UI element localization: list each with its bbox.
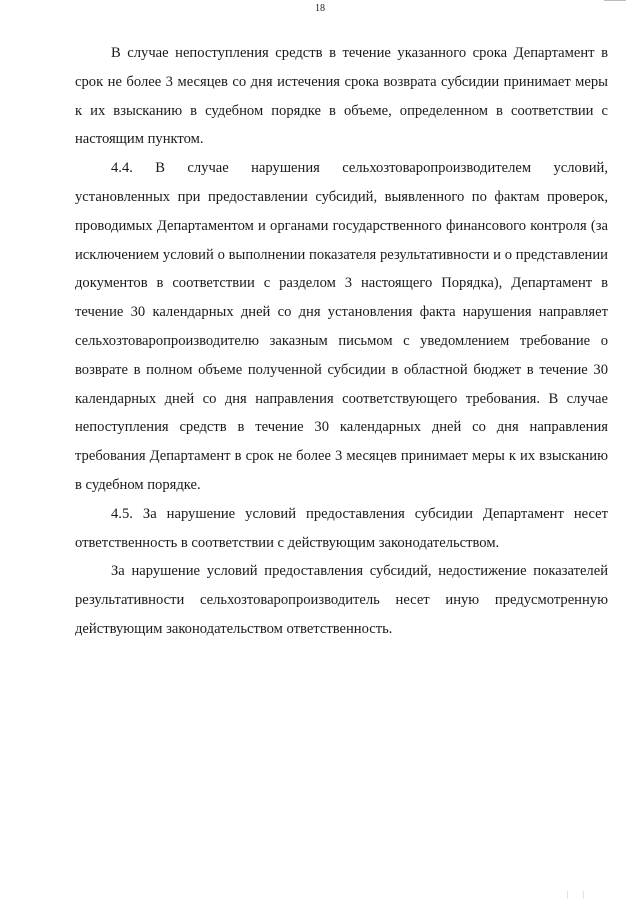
page-number: 18 <box>315 3 325 14</box>
paragraph-refund-deadline: В случае непоступления средств в течение указанного срока Департамент в срок не более 3 месяцев со дня истечения срока возврата субсидии принимает меры к их взысканию в судебном порядке в объеме, определенном в соответствии с настоящим пунктом. <box>75 45 608 148</box>
paragraph-liability: За нарушение условий предоставления субсидий, недостижение показателей результативности сельхозтоваропроизводитель несет иную предусмотренную действующим законодательством ответственность. <box>75 563 608 637</box>
paragraph-4-4: 4.4. В случае нарушения сельхозтоваропроизводителем условий, установленных при предоставлении субсидий, выявленного по фактам проверок, проводимых Департаментом и органами государственного финансового контроля (за исключением условий о выполнении показателя результативности и о представлении документов в соответствии с разделом 3 настоящего Порядка), Департамент в течение 30 календарных дней со дня установления факта нарушения направляет сельхозтоваропроизводителю заказным письмом с уведомлением требование о возврате в полном объеме полученной субсидии в областной бюджет в течение 30 календарных дней со дня направления соответствующего требования. В случае непоступления средств в течение 30 календарных дней со дня направления требования Департамент в срок не более 3 месяцев принимает меры к их взысканию в судебном порядке. <box>75 160 608 493</box>
document-body <box>75 39 608 644</box>
paragraph-4-5: 4.5. За нарушение условий предоставления субсидии Департамент несет ответственность в соответствии с действующим законодательством. <box>75 505 608 551</box>
scan-bottom-mark: | | <box>566 890 590 899</box>
